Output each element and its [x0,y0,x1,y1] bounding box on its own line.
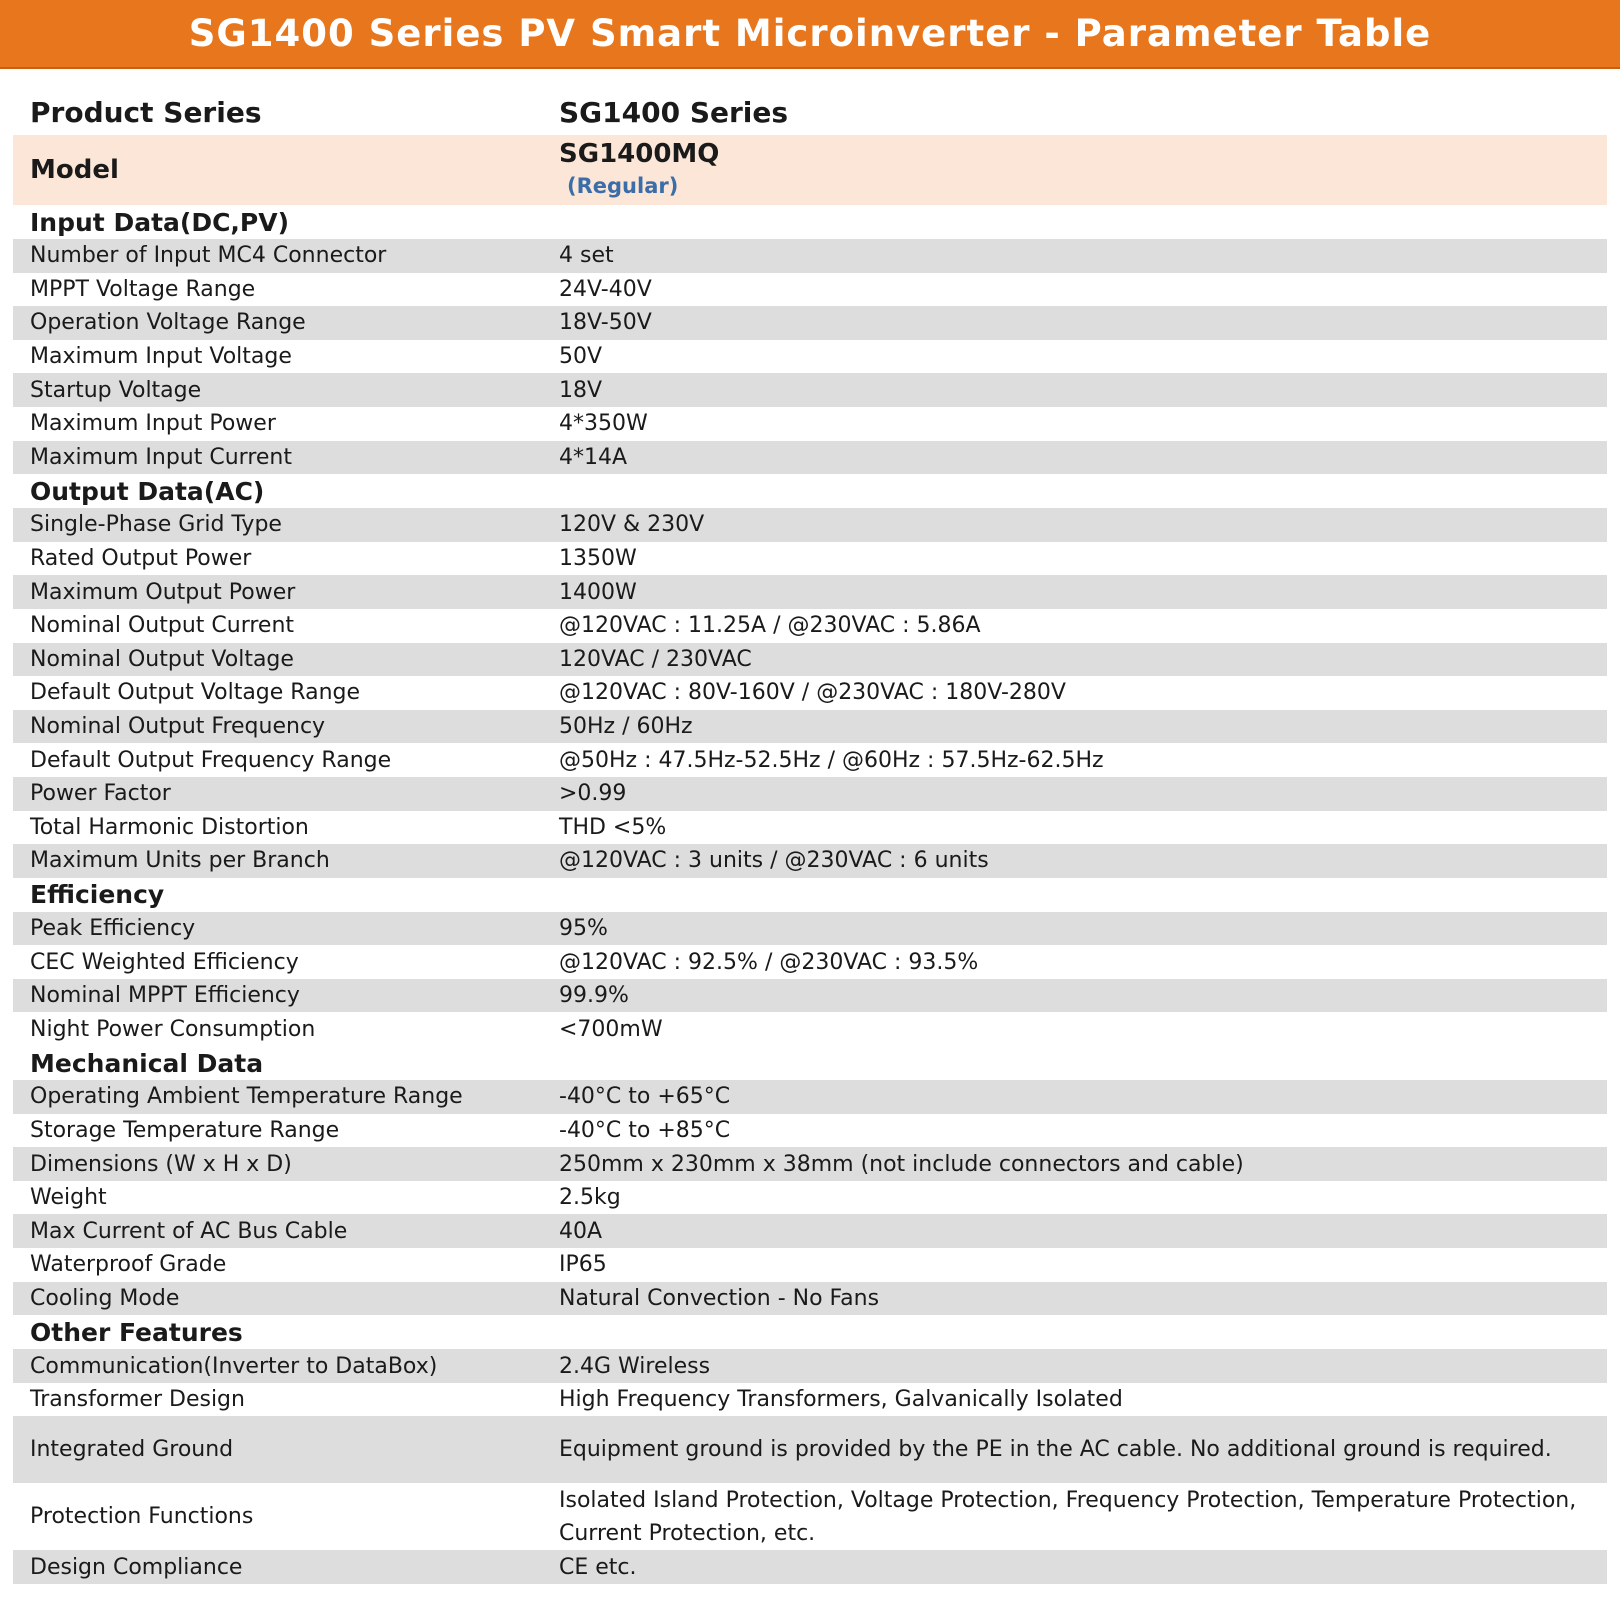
parameter-name: Protection Functions [30,1504,254,1530]
parameter-value: 2.4G Wireless [559,1353,711,1379]
table-row [13,1012,1607,1046]
parameter-value: @120VAC : 3 units / @230VAC : 6 units [559,848,989,874]
table-row [13,777,1607,811]
parameter-name: Number of Input MC4 Connector [30,243,387,269]
section-header [13,1315,1607,1349]
parameter-name: Max Current of AC Bus Cable [30,1218,348,1244]
parameter-value: Equipment ground is provided by the PE in the AC cable. No additional ground is required. [559,1437,1552,1463]
parameter-name: Maximum Input Voltage [30,344,292,370]
section-title: Input Data(DC,PV) [30,207,290,237]
sections-container [13,205,1607,1584]
parameter-value: 2.5kg [559,1185,621,1211]
parameter-value: 95% [559,915,608,941]
title-banner [0,0,1620,69]
parameter-value: 18V [559,377,603,403]
model-value: SG1400MQ [559,139,720,169]
parameter-value: >0.99 [559,781,627,807]
table-row [13,1214,1607,1248]
table-row [13,340,1607,374]
section-header [13,878,1607,912]
parameter-name: Waterproof Grade [30,1252,227,1278]
table-row [13,945,1607,979]
table-row [13,676,1607,710]
product-series-label: Product Series [30,96,262,129]
parameter-value: Natural Convection - No Fans [559,1285,880,1311]
parameter-name: Startup Voltage [30,377,202,403]
parameter-value: 99.9% [559,983,629,1009]
parameter-value: THD <5% [559,814,667,840]
table-row [13,407,1607,441]
parameter-value: 50V [559,344,603,370]
parameter-name: Rated Output Power [30,546,252,572]
table-row [13,1147,1607,1181]
table-row [13,508,1607,542]
parameter-value: 24V-40V [559,276,652,302]
parameter-value: -40°C to +85°C [559,1117,731,1143]
parameter-name: Night Power Consumption [30,1016,316,1042]
model-row [13,135,1607,205]
parameter-value: 1400W [559,579,637,605]
table-row [13,844,1607,878]
table-row [13,273,1607,307]
table-row [13,643,1607,677]
table-row [13,1550,1607,1584]
section-title: Efficiency [30,880,165,910]
parameter-name: Default Output Voltage Range [30,680,361,706]
table-row [13,306,1607,340]
parameter-name: Nominal Output Current [30,613,295,639]
parameter-table [13,90,1607,1584]
parameter-value: 18V-50V [559,310,652,336]
table-row [13,1181,1607,1215]
parameter-name: Nominal Output Frequency [30,714,326,740]
parameter-value: 4*350W [559,411,648,437]
table-row [13,1483,1607,1550]
parameter-value: IP65 [559,1252,607,1278]
parameter-name: Cooling Mode [30,1285,180,1311]
table-row [13,239,1607,273]
section-header [13,1046,1607,1080]
parameter-name: Nominal MPPT Efficiency [30,983,300,1009]
table-row [13,1080,1607,1114]
table-row [13,373,1607,407]
product-series-row [13,90,1607,135]
parameter-value: 120V & 230V [559,512,705,538]
model-label: Model [30,155,119,185]
parameter-name: Total Harmonic Distortion [30,814,309,840]
table-row [13,1114,1607,1148]
parameter-value: @120VAC : 92.5% / @230VAC : 93.5% [559,949,979,975]
section-title: Output Data(AC) [30,476,265,506]
table-row [13,912,1607,946]
section-header [13,474,1607,508]
parameter-value: 4 set [559,243,614,269]
table-row [13,542,1607,576]
table-row [13,710,1607,744]
parameter-name: Operating Ambient Temperature Range [30,1084,463,1110]
model-variant: (Regular) [567,174,679,198]
parameter-name: Operation Voltage Range [30,310,306,336]
parameter-value: -40°C to +65°C [559,1084,731,1110]
table-row [13,1349,1607,1383]
parameter-name: Power Factor [30,781,171,807]
parameter-name: Communication(Inverter to DataBox) [30,1353,438,1379]
table-row [13,743,1607,777]
parameter-name: CEC Weighted Efficiency [30,949,299,975]
table-row [13,441,1607,475]
parameter-name: Storage Temperature Range [30,1117,340,1143]
table-row [13,1383,1607,1417]
parameter-name: Peak Efficiency [30,915,196,941]
parameter-name: Dimensions (W x H x D) [30,1151,292,1177]
table-row [13,1282,1607,1316]
product-series-value: SG1400 Series [559,96,789,129]
parameter-value: 50Hz / 60Hz [559,714,693,740]
parameter-name: Transformer Design [30,1387,245,1413]
table-row [13,811,1607,845]
parameter-name: Maximum Input Current [30,444,292,470]
parameter-value: CE etc. [559,1554,637,1580]
parameter-name: Nominal Output Voltage [30,646,294,672]
table-row [13,575,1607,609]
parameter-value: 40A [559,1218,603,1244]
table-row [13,1248,1607,1282]
section-title: Mechanical Data [30,1048,264,1078]
section-header [13,205,1607,239]
parameter-name: Maximum Units per Branch [30,848,330,874]
parameter-name: Integrated Ground [30,1437,234,1463]
parameter-name: Design Compliance [30,1554,243,1580]
parameter-value: @50Hz : 47.5Hz-52.5Hz / @60Hz : 57.5Hz-62.5Hz [559,747,1104,773]
parameter-value: 4*14A [559,444,628,470]
parameter-name: Maximum Input Power [30,411,276,437]
table-row [13,1416,1607,1483]
parameter-value: 120VAC / 230VAC [559,646,752,672]
parameter-name: Single-Phase Grid Type [30,512,282,538]
parameter-value: @120VAC : 80V-160V / @230VAC : 180V-280V [559,680,1066,706]
parameter-name: Maximum Output Power [30,579,296,605]
parameter-value: High Frequency Transformers, Galvanically Isolated [559,1387,1123,1413]
table-row [13,609,1607,643]
model-value-cell [559,138,1607,202]
page-title: SG1400 Series PV Smart Microinverter - Parameter Table [188,12,1432,55]
parameter-value: @120VAC : 11.25A / @230VAC : 5.86A [559,613,981,639]
parameter-value: 250mm x 230mm x 38mm (not include connectors and cable) [559,1151,1244,1177]
parameter-name: Weight [30,1185,107,1211]
parameter-value: Isolated Island Protection, Voltage Protection, Frequency Protection, Temperature Protection, Current Protection, etc. [559,1487,1577,1546]
section-title: Other Features [30,1317,243,1347]
parameter-value: 1350W [559,546,637,572]
parameter-value: <700mW [559,1016,663,1042]
table-row [13,979,1607,1013]
parameter-name: MPPT Voltage Range [30,276,256,302]
parameter-name: Default Output Frequency Range [30,747,392,773]
